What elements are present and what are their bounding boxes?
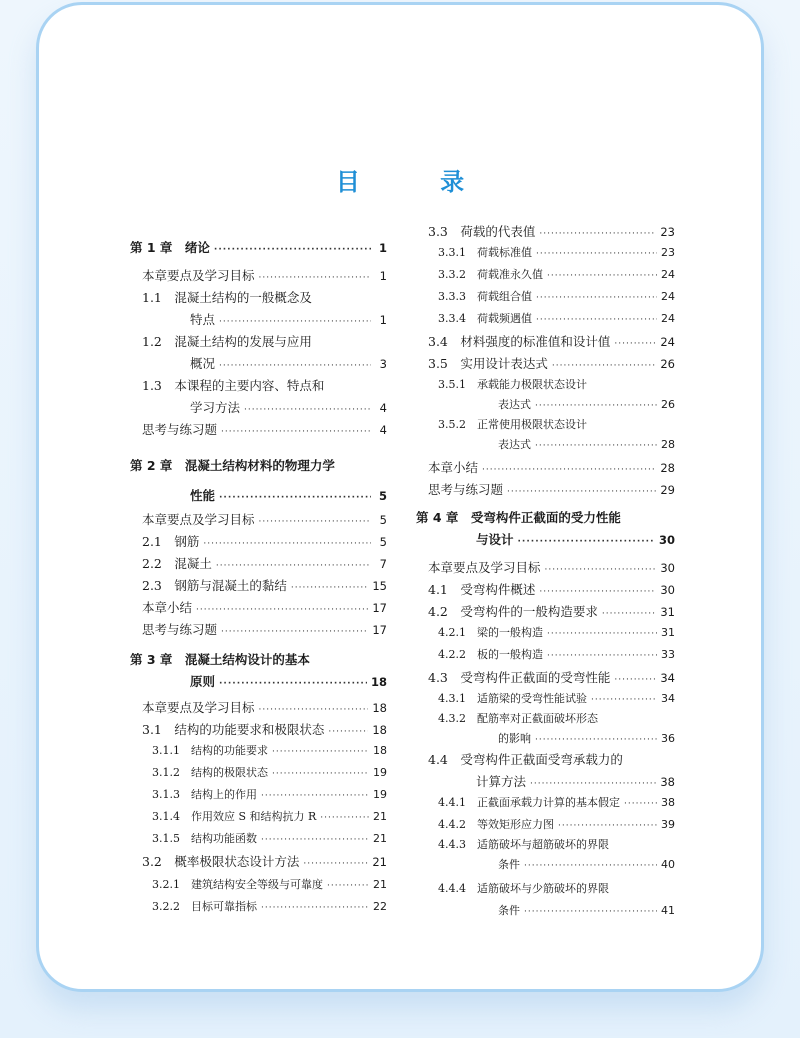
toc-entry [416,624,675,640]
toc-entry [416,458,675,476]
toc-page-number: 26 [660,357,675,371]
toc-entry-label: 3.2.1 建筑结构安全等级与可靠度 [152,878,323,891]
toc-leader-dots [214,245,371,255]
toc-leader-dots [602,609,656,619]
toc-leader-dots [518,537,655,547]
toc-page-number: 30 [658,533,675,547]
toc-entry-label: 3.3 荷载的代表值 [428,224,536,239]
toc-page-number: 21 [373,878,387,891]
toc-entry-label: 4.4.2 等效矩形应力图 [438,818,554,831]
toc-entry [416,376,675,392]
toc-leader-dots [320,813,369,823]
toc-entry-label: 1.3 本课程的主要内容、特点和 [142,378,325,393]
toc-leader-dots [221,427,371,437]
toc-entry [130,510,387,528]
toc-leader-dots [536,315,657,325]
toc-entry-label: 3.5.2 正常使用极限状态设计 [438,418,587,431]
toc-entry [416,772,675,790]
toc-entry-label: 3.1.4 作用效应 S 和结构抗力 R [152,810,317,823]
toc-page-number: 1 [379,313,387,327]
toc-entry [130,532,387,550]
toc-page-number: 17 [372,601,387,615]
toc-entry-label: 思考与练习题 [142,622,218,637]
toc-entry-label: 4.3.1 适筋梁的受弯性能试验 [438,692,587,705]
toc-leader-dots [221,627,368,637]
toc-leader-dots [507,487,656,497]
toc-page-number: 18 [373,744,387,757]
toc-entry-label: 性能 [190,488,216,503]
toc-leader-dots [219,493,371,503]
toc-entry [130,332,387,350]
toc-entry-label: 计算方法 [476,774,527,789]
toc-entry [130,598,387,616]
toc-leader-dots [272,769,369,779]
toc-entry [130,808,387,824]
toc-page-number: 1 [379,269,387,283]
toc-entry [416,310,675,326]
toc-leader-dots [591,695,657,705]
toc-page-number: 7 [379,557,387,571]
toc-page-number: 36 [661,732,675,745]
toc-leader-dots [536,249,657,259]
toc-page-number: 5 [379,535,387,549]
toc-leader-dots [219,679,367,689]
toc-leader-dots [547,651,657,661]
toc-page-number: 21 [373,832,387,845]
toc-entry-label: 3.5 实用设计表达式 [428,356,548,371]
toc-entry [130,620,387,638]
toc-entry [130,354,387,372]
toc-entry [130,376,387,394]
toc-leader-dots [530,779,656,789]
toc-leader-dots [219,361,371,371]
toc-entry-label: 3.3.3 荷载组合值 [438,290,532,303]
toc-leader-dots [524,861,657,871]
toc-leader-dots [261,835,369,845]
toc-page-number: 5 [379,513,387,527]
toc-entry [416,288,675,304]
toc-entry [416,794,675,810]
toc-entry [130,486,387,504]
toc-entry [416,646,675,662]
toc-entry-label: 思考与练习题 [142,422,218,437]
toc-page-number: 24 [661,290,675,303]
toc-entry [416,480,675,498]
toc-entry [416,266,675,282]
toc-page-number: 34 [661,692,675,705]
toc-leader-dots [261,903,369,913]
toc-leader-dots [328,727,368,737]
toc-page-number: 21 [372,855,387,869]
toc-entry [416,436,675,452]
toc-entry-label: 表达式 [498,398,531,411]
toc-entry-label: 4.2 受弯构件的一般构造要求 [428,604,598,619]
toc-entry [416,710,675,726]
toc-entry [416,244,675,260]
toc-entry-label: 本章要点及学习目标 [428,560,541,575]
toc-entry-label: 4.4.4 适筋破坏与少筋破坏的界限 [438,882,609,895]
toc-leader-dots [259,705,369,715]
toc-entry [416,836,675,852]
toc-entry [416,880,675,896]
toc-entry-label: 2.3 钢筋与混凝土的黏结 [142,578,287,593]
toc-entry [416,690,675,706]
toc-page-number: 31 [661,626,675,639]
toc-page-number: 28 [660,461,675,475]
toc-entry-label: 1.2 混凝土结构的发展与应用 [142,334,312,349]
toc-entry-label: 4.3 受弯构件正截面的受弯性能 [428,670,611,685]
toc-entry-label: 3.1.3 结构上的作用 [152,788,257,801]
toc-entry-label: 4.2.1 梁的一般构造 [438,626,543,639]
toc-entry-label: 4.4.3 适筋破坏与超筋破坏的界限 [438,838,609,851]
toc-entry [130,852,387,870]
toc-entry [130,554,387,572]
toc-entry [130,288,387,306]
toc-page-number: 19 [373,766,387,779]
toc-entry-label: 3.1.2 结构的极限状态 [152,766,268,779]
toc-entry [416,354,675,372]
toc-entry [130,786,387,802]
toc-page-number: 23 [661,246,675,259]
toc-entry [416,530,675,548]
toc-entry-label: 与设计 [476,532,514,547]
toc-page-number: 4 [379,401,387,415]
toc-entry [130,398,387,416]
toc-page-number: 1 [378,241,387,255]
toc-leader-dots [291,583,368,593]
toc-entry [130,742,387,758]
toc-entry-label: 第 4 章 受弯构件正截面的受力性能 [416,510,621,525]
toc-entry-label: 3.3.4 荷载频遇值 [438,312,532,325]
toc-entry-label: 条件 [498,858,520,871]
toc-entry-label: 的影响 [498,732,531,745]
toc-entry [416,580,675,598]
toc-entry [130,830,387,846]
toc-entry-label: 2.2 混凝土 [142,556,212,571]
toc-entry [416,902,675,918]
toc-leader-dots [203,539,371,549]
toc-leader-dots [327,881,369,891]
toc-entry-label: 3.4 材料强度的标准值和设计值 [428,334,611,349]
toc-leader-dots [535,441,657,451]
toc-leader-dots [535,735,657,745]
toc-page-number: 23 [660,225,675,239]
toc-entry [130,698,387,716]
toc-entry-label: 本章要点及学习目标 [142,700,255,715]
toc-entry [416,396,675,412]
toc-leader-dots [552,361,656,371]
toc-entry [130,266,387,284]
toc-entry [130,672,387,690]
toc-page-number: 40 [661,858,675,871]
toc-leader-dots [259,517,371,527]
toc-leader-dots [614,675,656,685]
toc-page-number: 19 [373,788,387,801]
toc-leader-dots [545,565,657,575]
toc-page-number: 24 [660,335,675,349]
toc-page-number: 24 [661,268,675,281]
toc-page-number: 18 [372,701,387,715]
toc-page-number: 41 [661,904,675,917]
toc-entry [416,222,675,240]
toc-leader-dots [259,273,371,283]
toc-leader-dots [558,821,657,831]
toc-page-number: 31 [660,605,675,619]
toc-leader-dots [524,907,657,917]
toc-entry-label: 4.3.2 配筋率对正截面破坏形态 [438,712,598,725]
toc-leader-dots [216,561,371,571]
toc-leader-dots [482,465,656,475]
toc-entry-label: 4.2.2 板的一般构造 [438,648,543,661]
toc-entry-label: 表达式 [498,438,531,451]
toc-entry-label: 概况 [190,356,216,371]
toc-entry-label: 3.1 结构的功能要求和极限状态 [142,722,325,737]
toc-entry [130,876,387,892]
toc-entry [130,420,387,438]
toc-entry [130,238,387,256]
toc-page-number: 30 [660,561,675,575]
toc-leader-dots [272,747,369,757]
toc-page-number: 18 [370,675,387,689]
toc-leader-dots [303,859,368,869]
toc-entry-label: 3.2 概率极限状态设计方法 [142,854,300,869]
toc-page-number: 39 [661,818,675,831]
toc-entry-label: 本章要点及学习目标 [142,512,255,527]
toc-entry-label: 第 1 章 绪论 [130,240,210,255]
toc-entry-label: 第 3 章 混凝土结构设计的基本 [130,652,310,667]
toc-leader-dots [535,401,657,411]
toc-entry [416,558,675,576]
toc-entry-label: 本章要点及学习目标 [142,268,255,283]
toc-entry [416,508,675,526]
toc-entry [130,650,387,668]
toc-entry-label: 思考与练习题 [428,482,504,497]
toc-entry [416,730,675,746]
toc-entry [416,750,675,768]
toc-entry-label: 3.3.2 荷载准永久值 [438,268,543,281]
toc-entry-label: 3.1.5 结构功能函数 [152,832,257,845]
toc-page-number: 30 [660,583,675,597]
toc-page-number: 3 [379,357,387,371]
toc-entry-label: 3.5.1 承载能力极限状态设计 [438,378,587,391]
toc-entry-label: 4.4 受弯构件正截面受弯承载力的 [428,752,623,767]
toc-page-number: 38 [660,775,675,789]
toc-leader-dots [547,271,657,281]
toc-page-number: 15 [372,579,387,593]
toc-entry [416,332,675,350]
toc-entry [416,602,675,620]
toc-page-number: 18 [372,723,387,737]
toc-entry [130,456,387,474]
toc-entry [130,576,387,594]
toc-entry [130,764,387,780]
toc-page-number: 34 [660,671,675,685]
toc-page-number: 29 [660,483,675,497]
toc-leader-dots [539,229,656,239]
toc-page-number: 24 [661,312,675,325]
toc-entry [416,856,675,872]
toc-entry-label: 4.1 受弯构件概述 [428,582,536,597]
toc-entry [130,720,387,738]
toc-entry [416,816,675,832]
toc-page-number: 21 [373,810,387,823]
toc-entry-label: 3.1.1 结构的功能要求 [152,744,268,757]
toc-page-number: 5 [378,489,387,503]
toc-entry-label: 3.2.2 目标可靠指标 [152,900,257,913]
toc-entry-label: 学习方法 [190,400,241,415]
toc-entry [130,898,387,914]
toc-page-number: 22 [373,900,387,913]
toc-entry-label: 1.1 混凝土结构的一般概念及 [142,290,312,305]
toc-entry [130,310,387,328]
page-title: 目 录 [335,168,501,196]
toc-page-number: 28 [661,438,675,451]
toc-leader-dots [547,629,657,639]
toc-entry-label: 特点 [190,312,216,327]
toc-entry-label: 条件 [498,904,520,917]
toc-page-number: 4 [379,423,387,437]
toc-leader-dots [624,799,657,809]
toc-entry-label: 原则 [190,674,216,689]
toc-leader-dots [539,587,656,597]
toc-leader-dots [244,405,371,415]
toc-entry-label: 第 2 章 混凝土结构材料的物理力学 [130,458,335,473]
toc-leader-dots [261,791,369,801]
toc-page-number: 26 [661,398,675,411]
toc-entry-label: 本章小结 [428,460,479,475]
toc-page-number: 33 [661,648,675,661]
toc-entry-label: 本章小结 [142,600,193,615]
toc-entry-label: 2.1 钢筋 [142,534,200,549]
toc-entry-label: 4.4.1 正截面承载力计算的基本假定 [438,796,620,809]
toc-leader-dots [219,317,371,327]
toc-leader-dots [614,339,656,349]
toc-entry [416,416,675,432]
toc-leader-dots [196,605,368,615]
toc-page-number: 38 [661,796,675,809]
toc-entry [416,668,675,686]
toc-page-number: 17 [372,623,387,637]
toc-entry-label: 3.3.1 荷载标准值 [438,246,532,259]
toc-leader-dots [536,293,657,303]
